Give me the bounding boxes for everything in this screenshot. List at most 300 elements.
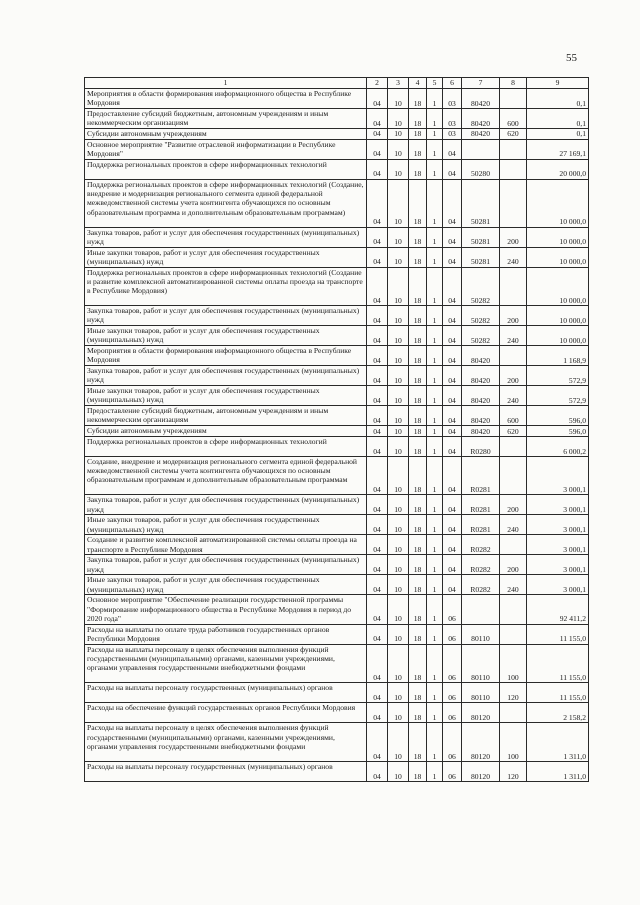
cell-code-c5: 1 — [427, 306, 443, 326]
cell-code-c6: 03 — [443, 129, 462, 140]
cell-expense-name: Закупка товаров, работ и услуг для обеспечения государственных (муниципальных) нужд — [85, 366, 367, 386]
cell-code-c6: 04 — [443, 179, 462, 227]
cell-code-c7: 80420 — [462, 89, 500, 109]
cell-code-c3: 10 — [388, 406, 409, 426]
cell-code-c7: 80420 — [462, 366, 500, 386]
cell-amount: 0,1 — [527, 129, 589, 140]
cell-code-c7: 50281 — [462, 227, 500, 247]
cell-code-c6: 04 — [443, 139, 462, 159]
cell-expense-name: Поддержка региональных проектов в сфере информационных технологий — [85, 159, 367, 179]
cell-code-c5: 1 — [427, 555, 443, 575]
cell-expense-name: Мероприятия в области формирования информационного общества в Республике Мордовия — [85, 89, 367, 109]
table-row — [85, 456, 589, 495]
cell-code-c8 — [500, 456, 527, 495]
cell-code-c4: 18 — [409, 227, 427, 247]
cell-expense-name: Иные закупки товаров, работ и услуг для обеспечения государственных (муниципальных) нужд — [85, 515, 367, 535]
cell-code-c5: 1 — [427, 624, 443, 644]
cell-code-c7: 80420 — [462, 346, 500, 366]
cell-code-c5: 1 — [427, 495, 443, 515]
cell-code-c6: 06 — [443, 624, 462, 644]
cell-code-c5: 1 — [427, 326, 443, 346]
table-row — [85, 703, 589, 723]
cell-code-c6: 04 — [443, 326, 462, 346]
cell-amount: 596,0 — [527, 426, 589, 437]
cell-code-c8: 120 — [500, 683, 527, 703]
table-row — [85, 227, 589, 247]
table-row — [85, 247, 589, 267]
cell-code-c5: 1 — [427, 346, 443, 366]
cell-code-c3: 10 — [388, 456, 409, 495]
cell-code-c6: 06 — [443, 703, 462, 723]
cell-code-c5: 1 — [427, 139, 443, 159]
cell-code-c7: 50282 — [462, 306, 500, 326]
cell-code-c7: 80120 — [462, 703, 500, 723]
column-header-4: 4 — [409, 78, 427, 89]
cell-expense-name: Создание, внедрение и модернизация регионального сегмента единой федеральной межведомственной системы учета контингента обучающихся по основным образовательным программам и дополнительным образовательным программам — [85, 456, 367, 495]
cell-code-c4: 18 — [409, 247, 427, 267]
cell-code-c8: 240 — [500, 326, 527, 346]
cell-code-c8 — [500, 179, 527, 227]
cell-code-c2: 04 — [367, 247, 388, 267]
cell-code-c6: 03 — [443, 89, 462, 109]
cell-code-c7 — [462, 139, 500, 159]
cell-code-c4: 18 — [409, 386, 427, 406]
table-row — [85, 436, 589, 456]
table-row — [85, 406, 589, 426]
cell-code-c2: 04 — [367, 346, 388, 366]
cell-code-c2: 04 — [367, 595, 388, 624]
cell-code-c2: 04 — [367, 227, 388, 247]
cell-expense-name: Предоставление субсидий бюджетным, автономным учреждениям и иным некоммерческим организациям — [85, 406, 367, 426]
cell-code-c7: 50281 — [462, 247, 500, 267]
cell-code-c6: 04 — [443, 306, 462, 326]
cell-code-c4: 18 — [409, 267, 427, 306]
cell-code-c3: 10 — [388, 366, 409, 386]
cell-code-c8 — [500, 624, 527, 644]
cell-code-c3: 10 — [388, 306, 409, 326]
cell-amount: 0,1 — [527, 109, 589, 129]
cell-expense-name: Мероприятия в области формирования информационного общества в Республике Мордовия — [85, 346, 367, 366]
cell-code-c7: R0282 — [462, 535, 500, 555]
cell-code-c8: 200 — [500, 555, 527, 575]
cell-amount: 27 169,1 — [527, 139, 589, 159]
table-row — [85, 624, 589, 644]
cell-code-c2: 04 — [367, 495, 388, 515]
table-row — [85, 644, 589, 683]
cell-code-c7 — [462, 595, 500, 624]
cell-code-c7: 80110 — [462, 683, 500, 703]
cell-code-c6: 04 — [443, 346, 462, 366]
table-row — [85, 595, 589, 624]
cell-code-c2: 04 — [367, 179, 388, 227]
cell-code-c6: 06 — [443, 683, 462, 703]
table-row — [85, 723, 589, 762]
cell-expense-name: Закупка товаров, работ и услуг для обеспечения государственных (муниципальных) нужд — [85, 555, 367, 575]
cell-amount: 20 000,0 — [527, 159, 589, 179]
cell-code-c4: 18 — [409, 535, 427, 555]
cell-code-c2: 04 — [367, 555, 388, 575]
cell-expense-name: Закупка товаров, работ и услуг для обеспечения государственных (муниципальных) нужд — [85, 227, 367, 247]
cell-code-c7: R0282 — [462, 555, 500, 575]
cell-expense-name: Закупка товаров, работ и услуг для обеспечения государственных (муниципальных) нужд — [85, 495, 367, 515]
cell-code-c3: 10 — [388, 346, 409, 366]
cell-amount: 10 000,0 — [527, 306, 589, 326]
cell-code-c5: 1 — [427, 595, 443, 624]
cell-code-c2: 04 — [367, 426, 388, 437]
cell-code-c6: 04 — [443, 426, 462, 437]
cell-code-c2: 04 — [367, 159, 388, 179]
cell-amount: 11 155,0 — [527, 624, 589, 644]
cell-code-c6: 04 — [443, 515, 462, 535]
cell-code-c5: 1 — [427, 683, 443, 703]
cell-code-c5: 1 — [427, 109, 443, 129]
cell-code-c7: 50280 — [462, 159, 500, 179]
cell-code-c4: 18 — [409, 644, 427, 683]
cell-code-c2: 04 — [367, 515, 388, 535]
table-row — [85, 326, 589, 346]
cell-code-c6: 04 — [443, 436, 462, 456]
cell-code-c4: 18 — [409, 326, 427, 346]
cell-code-c8 — [500, 89, 527, 109]
table-row — [85, 535, 589, 555]
cell-code-c7: 80420 — [462, 129, 500, 140]
cell-code-c5: 1 — [427, 723, 443, 762]
cell-code-c7: 50281 — [462, 179, 500, 227]
cell-amount: 10 000,0 — [527, 326, 589, 346]
cell-code-c7: 50282 — [462, 267, 500, 306]
cell-code-c8: 200 — [500, 306, 527, 326]
table-row — [85, 89, 589, 109]
budget-table — [84, 77, 589, 782]
cell-code-c5: 1 — [427, 703, 443, 723]
column-header-2: 2 — [367, 78, 388, 89]
cell-code-c8: 100 — [500, 644, 527, 683]
cell-code-c3: 10 — [388, 267, 409, 306]
cell-expense-name: Создание и развитие комплексной автоматизированной системы оплаты проезда на транспорте в Республике Мордовия — [85, 535, 367, 555]
cell-expense-name: Расходы на обеспечение функций государственных органов Республики Мордовия — [85, 703, 367, 723]
cell-code-c7: R0281 — [462, 495, 500, 515]
column-header-5: 5 — [427, 78, 443, 89]
cell-code-c6: 04 — [443, 555, 462, 575]
cell-code-c5: 1 — [427, 386, 443, 406]
cell-code-c4: 18 — [409, 306, 427, 326]
cell-code-c8: 200 — [500, 366, 527, 386]
cell-code-c3: 10 — [388, 535, 409, 555]
cell-code-c8: 240 — [500, 247, 527, 267]
cell-code-c3: 10 — [388, 247, 409, 267]
cell-code-c3: 10 — [388, 644, 409, 683]
cell-code-c4: 18 — [409, 346, 427, 366]
cell-code-c6: 03 — [443, 109, 462, 129]
table-row — [85, 515, 589, 535]
cell-expense-name: Расходы на выплаты персоналу в целях обеспечения выполнения функций государственными (муниципальными) органами, казенными учреждениями, органами управления государственными внебюджетными фондами — [85, 644, 367, 683]
table-row — [85, 109, 589, 129]
cell-code-c5: 1 — [427, 426, 443, 437]
cell-code-c8: 200 — [500, 227, 527, 247]
cell-code-c6: 06 — [443, 595, 462, 624]
table-row — [85, 426, 589, 437]
cell-code-c6: 04 — [443, 495, 462, 515]
cell-code-c3: 10 — [388, 575, 409, 595]
cell-amount: 572,9 — [527, 366, 589, 386]
column-header-8: 8 — [500, 78, 527, 89]
table-row — [85, 761, 589, 781]
cell-code-c6: 04 — [443, 159, 462, 179]
cell-amount: 10 000,0 — [527, 227, 589, 247]
cell-amount: 10 000,0 — [527, 179, 589, 227]
cell-code-c2: 04 — [367, 723, 388, 762]
cell-code-c7: 80110 — [462, 624, 500, 644]
cell-code-c8 — [500, 267, 527, 306]
cell-code-c8 — [500, 595, 527, 624]
cell-code-c8 — [500, 535, 527, 555]
cell-code-c4: 18 — [409, 426, 427, 437]
table-row — [85, 555, 589, 575]
cell-amount: 92 411,2 — [527, 595, 589, 624]
cell-code-c3: 10 — [388, 227, 409, 247]
cell-code-c7: R0281 — [462, 456, 500, 495]
cell-amount: 11 155,0 — [527, 683, 589, 703]
cell-code-c6: 04 — [443, 575, 462, 595]
cell-code-c2: 04 — [367, 306, 388, 326]
cell-expense-name: Расходы на выплаты персоналу в целях обеспечения выполнения функций государственными (муниципальными) органами, казенными учреждениями, органами управления государственными внебюджетными фондами — [85, 723, 367, 762]
cell-code-c2: 04 — [367, 109, 388, 129]
cell-code-c8: 240 — [500, 575, 527, 595]
cell-code-c3: 10 — [388, 761, 409, 781]
cell-code-c4: 18 — [409, 595, 427, 624]
cell-expense-name: Иные закупки товаров, работ и услуг для обеспечения государственных (муниципальных) нужд — [85, 326, 367, 346]
cell-code-c3: 10 — [388, 129, 409, 140]
cell-code-c4: 18 — [409, 179, 427, 227]
cell-code-c4: 18 — [409, 139, 427, 159]
cell-amount: 0,1 — [527, 89, 589, 109]
cell-code-c8 — [500, 436, 527, 456]
cell-code-c5: 1 — [427, 515, 443, 535]
cell-code-c3: 10 — [388, 386, 409, 406]
table-row — [85, 139, 589, 159]
column-header-6: 6 — [443, 78, 462, 89]
cell-code-c7: 80420 — [462, 406, 500, 426]
cell-code-c8 — [500, 346, 527, 366]
cell-code-c7: 80420 — [462, 426, 500, 437]
cell-code-c4: 18 — [409, 129, 427, 140]
cell-code-c3: 10 — [388, 109, 409, 129]
cell-code-c3: 10 — [388, 326, 409, 346]
cell-code-c2: 04 — [367, 366, 388, 386]
column-header-1: 1 — [85, 78, 367, 89]
cell-amount: 3 000,1 — [527, 495, 589, 515]
cell-expense-name: Поддержка региональных проектов в сфере информационных технологий (Создание и развитие комплексной автоматизированной системы оплаты проезда на транспорте в Республике Мордовия) — [85, 267, 367, 306]
table-row — [85, 159, 589, 179]
cell-code-c8: 120 — [500, 761, 527, 781]
cell-code-c3: 10 — [388, 555, 409, 575]
cell-code-c6: 06 — [443, 723, 462, 762]
cell-expense-name: Поддержка региональных проектов в сфере информационных технологий (Создание, внедрение и модернизация регионального сегмента единой федеральной межведомственной системы учета контингента обучающихся по основным образовательным программа и дополнительным образовательным программам) — [85, 179, 367, 227]
cell-code-c4: 18 — [409, 495, 427, 515]
cell-code-c8: 600 — [500, 109, 527, 129]
cell-expense-name: Основное мероприятие "Развитие отраслевой информатизации в Республике Мордовия" — [85, 139, 367, 159]
table-row — [85, 346, 589, 366]
table-row — [85, 179, 589, 227]
cell-code-c8 — [500, 139, 527, 159]
cell-code-c2: 04 — [367, 624, 388, 644]
table-row — [85, 386, 589, 406]
cell-expense-name: Расходы на выплаты по оплате труда работников государственных органов Республики Мордовия — [85, 624, 367, 644]
cell-code-c7: 80120 — [462, 723, 500, 762]
cell-code-c2: 04 — [367, 644, 388, 683]
cell-code-c4: 18 — [409, 761, 427, 781]
cell-code-c5: 1 — [427, 535, 443, 555]
cell-code-c2: 04 — [367, 436, 388, 456]
cell-code-c2: 04 — [367, 139, 388, 159]
cell-expense-name: Иные закупки товаров, работ и услуг для обеспечения государственных (муниципальных) нужд — [85, 386, 367, 406]
cell-code-c7: 50282 — [462, 326, 500, 346]
cell-code-c3: 10 — [388, 139, 409, 159]
table-row — [85, 306, 589, 326]
cell-code-c5: 1 — [427, 179, 443, 227]
cell-code-c4: 18 — [409, 575, 427, 595]
cell-code-c2: 04 — [367, 575, 388, 595]
cell-code-c7: R0282 — [462, 575, 500, 595]
cell-code-c5: 1 — [427, 575, 443, 595]
cell-code-c8 — [500, 159, 527, 179]
cell-amount: 3 000,1 — [527, 575, 589, 595]
cell-amount: 596,0 — [527, 406, 589, 426]
column-header-7: 7 — [462, 78, 500, 89]
table-row — [85, 495, 589, 515]
cell-code-c2: 04 — [367, 406, 388, 426]
cell-code-c5: 1 — [427, 456, 443, 495]
cell-code-c4: 18 — [409, 406, 427, 426]
page-number: 55 — [566, 52, 577, 64]
cell-code-c2: 04 — [367, 683, 388, 703]
cell-code-c5: 1 — [427, 366, 443, 386]
cell-code-c4: 18 — [409, 624, 427, 644]
cell-code-c8: 620 — [500, 426, 527, 437]
cell-code-c3: 10 — [388, 159, 409, 179]
cell-code-c7: 80120 — [462, 761, 500, 781]
cell-code-c4: 18 — [409, 89, 427, 109]
cell-code-c5: 1 — [427, 247, 443, 267]
cell-expense-name: Иные закупки товаров, работ и услуг для обеспечения государственных (муниципальных) нужд — [85, 247, 367, 267]
cell-code-c7: R0281 — [462, 515, 500, 535]
cell-code-c6: 04 — [443, 267, 462, 306]
cell-code-c8: 600 — [500, 406, 527, 426]
cell-code-c7: R0280 — [462, 436, 500, 456]
cell-code-c6: 04 — [443, 247, 462, 267]
cell-amount: 3 000,1 — [527, 456, 589, 495]
cell-code-c4: 18 — [409, 109, 427, 129]
cell-code-c2: 04 — [367, 129, 388, 140]
cell-amount: 6 000,2 — [527, 436, 589, 456]
cell-amount: 3 000,1 — [527, 535, 589, 555]
cell-code-c2: 04 — [367, 89, 388, 109]
cell-code-c8: 240 — [500, 515, 527, 535]
cell-expense-name: Закупка товаров, работ и услуг для обеспечения государственных (муниципальных) нужд — [85, 306, 367, 326]
cell-code-c2: 04 — [367, 703, 388, 723]
table-row — [85, 575, 589, 595]
cell-expense-name: Иные закупки товаров, работ и услуг для обеспечения государственных (муниципальных) нужд — [85, 575, 367, 595]
cell-code-c5: 1 — [427, 129, 443, 140]
cell-code-c3: 10 — [388, 683, 409, 703]
cell-code-c6: 06 — [443, 761, 462, 781]
cell-code-c5: 1 — [427, 644, 443, 683]
cell-code-c6: 04 — [443, 456, 462, 495]
cell-expense-name: Субсидии автономным учреждениям — [85, 129, 367, 140]
cell-amount: 2 158,2 — [527, 703, 589, 723]
cell-code-c8: 100 — [500, 723, 527, 762]
cell-code-c4: 18 — [409, 703, 427, 723]
column-header-9: 9 — [527, 78, 589, 89]
cell-code-c4: 18 — [409, 159, 427, 179]
cell-code-c4: 18 — [409, 515, 427, 535]
cell-expense-name: Расходы на выплаты персоналу государственных (муниципальных) органов — [85, 761, 367, 781]
cell-code-c6: 04 — [443, 227, 462, 247]
cell-expense-name: Предоставление субсидий бюджетным, автономным учреждениям и иным некоммерческим организациям — [85, 109, 367, 129]
cell-code-c5: 1 — [427, 89, 443, 109]
cell-code-c7: 80110 — [462, 644, 500, 683]
cell-code-c6: 04 — [443, 366, 462, 386]
cell-code-c4: 18 — [409, 366, 427, 386]
table-row — [85, 683, 589, 703]
cell-code-c3: 10 — [388, 703, 409, 723]
cell-code-c3: 10 — [388, 723, 409, 762]
cell-amount: 1 311,0 — [527, 723, 589, 762]
cell-code-c4: 18 — [409, 683, 427, 703]
cell-expense-name: Субсидии автономным учреждениям — [85, 426, 367, 437]
cell-code-c4: 18 — [409, 436, 427, 456]
cell-amount: 3 000,1 — [527, 555, 589, 575]
cell-code-c3: 10 — [388, 515, 409, 535]
cell-code-c3: 10 — [388, 595, 409, 624]
cell-code-c5: 1 — [427, 406, 443, 426]
cell-amount: 10 000,0 — [527, 247, 589, 267]
cell-code-c3: 10 — [388, 179, 409, 227]
cell-code-c8: 240 — [500, 386, 527, 406]
table-body — [85, 89, 589, 782]
cell-code-c5: 1 — [427, 761, 443, 781]
cell-code-c5: 1 — [427, 436, 443, 456]
cell-amount: 1 311,0 — [527, 761, 589, 781]
cell-expense-name: Поддержка региональных проектов в сфере информационных технологий — [85, 436, 367, 456]
cell-expense-name: Основное мероприятие "Обеспечение реализации государственной программы "Формирование информационного общества в Республике Мордовия в период до 2020 года" — [85, 595, 367, 624]
cell-code-c6: 04 — [443, 535, 462, 555]
cell-code-c3: 10 — [388, 426, 409, 437]
cell-code-c8 — [500, 703, 527, 723]
cell-amount: 3 000,1 — [527, 515, 589, 535]
cell-code-c2: 04 — [367, 386, 388, 406]
cell-code-c3: 10 — [388, 495, 409, 515]
cell-code-c8: 620 — [500, 129, 527, 140]
cell-amount: 1 168,9 — [527, 346, 589, 366]
cell-code-c6: 04 — [443, 386, 462, 406]
table-row — [85, 267, 589, 306]
cell-code-c3: 10 — [388, 624, 409, 644]
cell-code-c2: 04 — [367, 456, 388, 495]
table-row — [85, 129, 589, 140]
cell-code-c6: 04 — [443, 406, 462, 426]
cell-amount: 572,9 — [527, 386, 589, 406]
table-row — [85, 366, 589, 386]
cell-code-c7: 80420 — [462, 109, 500, 129]
cell-code-c5: 1 — [427, 227, 443, 247]
cell-code-c2: 04 — [367, 326, 388, 346]
table-header-row — [85, 78, 589, 89]
cell-code-c3: 10 — [388, 89, 409, 109]
cell-code-c8: 200 — [500, 495, 527, 515]
cell-code-c6: 06 — [443, 644, 462, 683]
cell-code-c2: 04 — [367, 535, 388, 555]
